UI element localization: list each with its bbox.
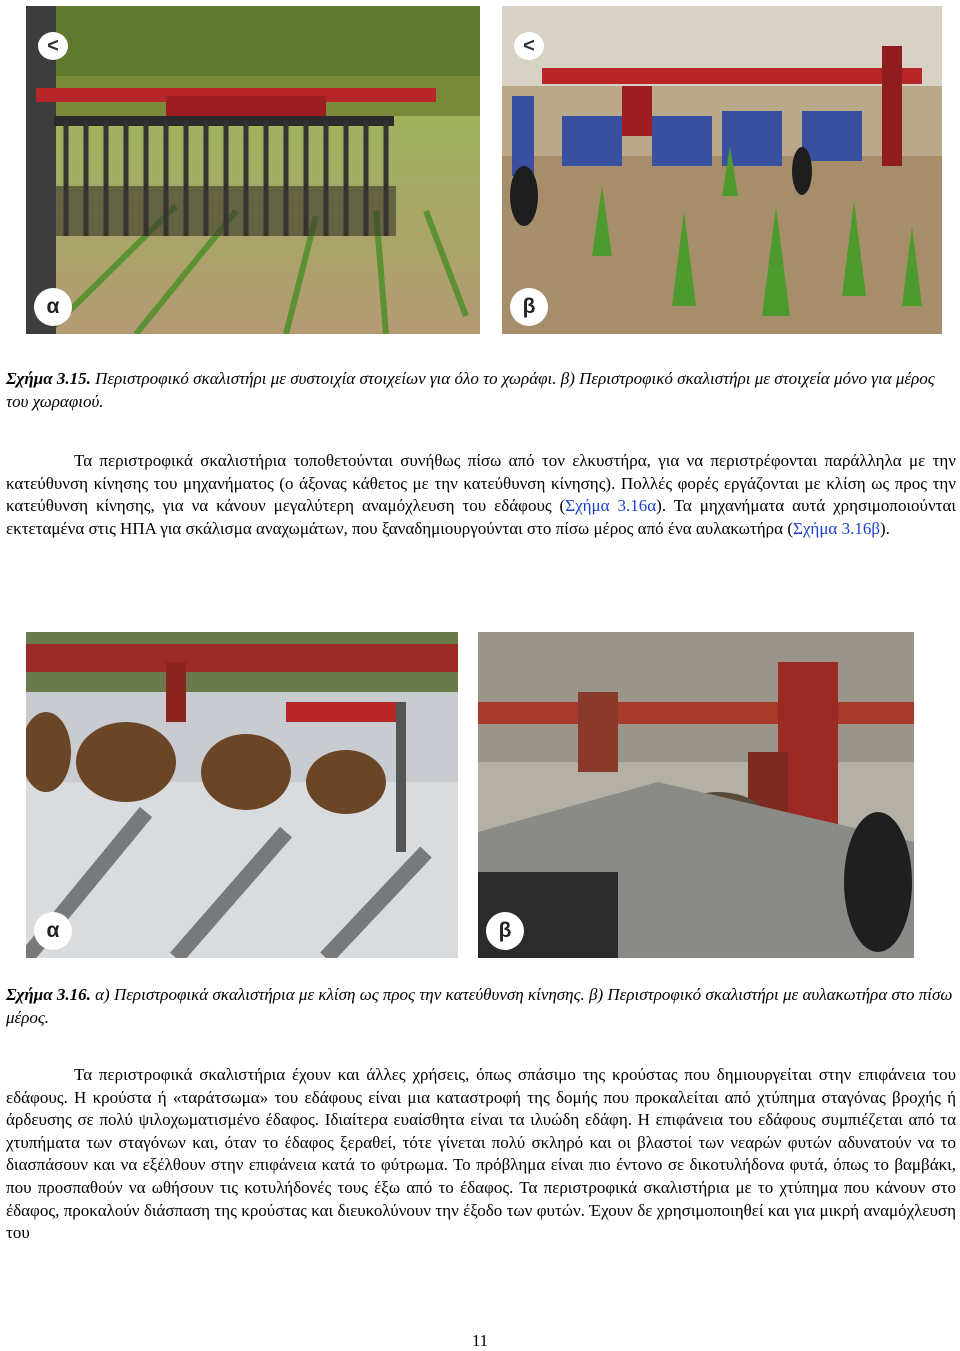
figure-3-16-caption [6, 984, 956, 1029]
body-paragraph-2: Τα περιστροφικά σκαλιστήρια έχουν και άλλες χρήσεις, όπως σπάσιμο της κρούστας που δημιουργείται στην επιφάνεια του εδάφους. Η κρούστα ή «ταράτσωμα» του εδάφους είναι μια καταστροφή της δομής που προκαλείται από χτύπημα σταγόνας βροχής ή άρδευσης σε πολύ ψιλοχωματισμένο έδαφος. Ιδιαίτερα ευαίσθητα είναι τα ιλυώδη εδάφη. Η επιφάνεια του εδάφους συμπιέζεται από τα χτυπήματα των σταγόνων και, όταν το έδαφος ξεραθεί, τότε γίνεται πολύ σκληρό και οι βλαστοί των νεαρών φυτών αδυνατούν να το διασπάσουν και να εξέλθουν στην επιφάνεια κατά το φύτρωμα. Το πρόβλημα είναι πιο έντονο σε δικοτυλήδονα φυτά, όπως το βαμβάκι, που προσπαθούν να ωθήσουν τις κοτυλήδονές τους έξω από το έδαφος. Τα περιστροφικά σκαλιστήρια με το χτύπημα που κάνουν στο έδαφος, προκαλούν διάσπαση της κρούστας και διευκολύνουν την έξοδο των φυτών. Έχουν δε χρησιμοποιηθεί και για μικρή αναμόχλευση του [6, 1065, 956, 1243]
photo-label-beta: β [486, 912, 524, 950]
figure-3-15-caption [6, 368, 956, 413]
body-paragraph-1 [6, 450, 956, 540]
figure-3-15-caption-text: Περιστροφικό σκαλιστήρι με συστοιχία στοιχείων για όλο το χωράφι. β) Περιστροφικό σκαλιστήρι με στοιχεία μόνο για μέρος του χωραφιού. [6, 369, 935, 411]
direction-arrow-icon: < [514, 32, 544, 60]
partial-rotary-hoe-corn-image [502, 6, 942, 334]
paragraph-1-text-3: ). [880, 518, 890, 538]
figure-3-16-caption-label: Σχήμα 3.16. [6, 985, 91, 1004]
figure-3-16-photo-a [26, 632, 458, 958]
photo-label-alpha: α [34, 912, 72, 950]
paragraph-1-text-2: ). Τα μηχανήματα αυτά χρησιμοποιούνται εκτεταμένα στις ΗΠΑ για σκάλισμα αναχωμάτων, που ξαναδημιουργούνται στο πίσω μέρος από ένα αυλακωτήρα ( [6, 496, 956, 538]
direction-arrow-icon: < [38, 32, 68, 60]
figure-3-15-photo-b [502, 6, 942, 334]
rotary-hoe-with-furrower-image [478, 632, 914, 958]
figure-3-16b-reference-link[interactable]: Σχήμα 3.16β [792, 518, 880, 538]
paragraph-1-text-1: Τα περιστροφικά σκαλιστήρια τοποθετούνται συνήθως πίσω από τον ελκυστήρα, για να περιστρέφονται παράλληλα με την κατεύθυνση κίνησης του μηχανήματος (ο άξονας κάθετος με την κατεύθυνση κίνησης). Πολλές φορές εργάζονται με κλίση ως προς την κατεύθυνση κίνησης, για να κάνουν μεγαλύτερη αναμόχλευση του εδάφους ( [6, 451, 956, 516]
figure-3-16a-reference-link[interactable]: Σχήμα 3.16α [565, 496, 657, 516]
photo-label-alpha: α [34, 288, 72, 326]
figure-3-16-caption-text: α) Περιστροφικά σκαλιστήρια με κλίση ως προς την κατεύθυνση κίνησης. β) Περιστροφικό σκαλιστήρι με αυλακωτήρα στο πίσω μέρος. [6, 985, 953, 1027]
figure-3-15-caption-label: Σχήμα 3.15. [6, 369, 91, 388]
figure-3-16-photo-b [478, 632, 914, 958]
angled-rotary-hoes-image [26, 632, 458, 958]
page-number: 11 [471, 1331, 489, 1350]
figure-3-15-photo-a [26, 6, 480, 334]
photo-label-beta: β [510, 288, 548, 326]
rotary-hoe-field-image [26, 6, 480, 334]
